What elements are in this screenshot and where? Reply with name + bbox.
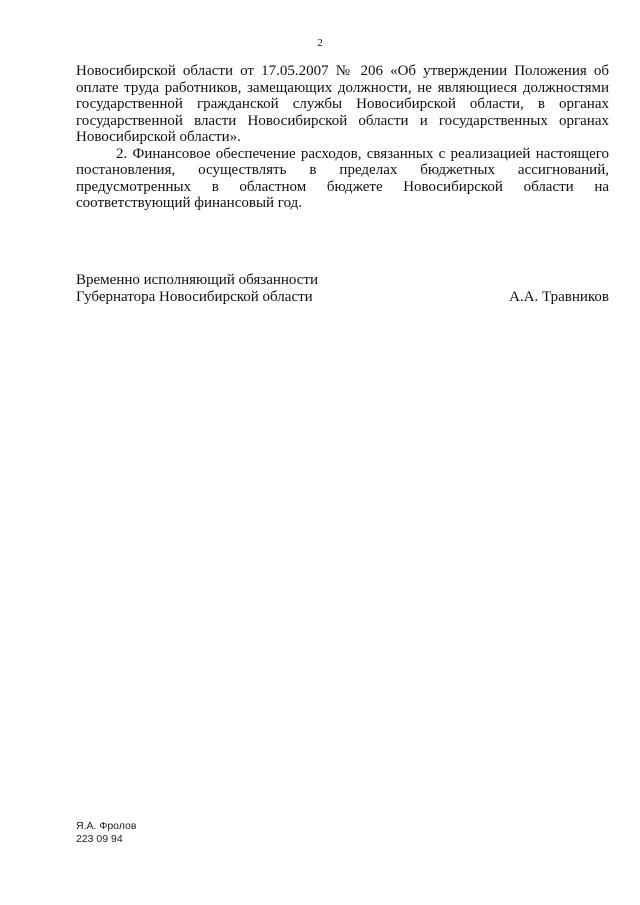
page-number: 2 — [317, 37, 323, 49]
signatory-name: А.А. Травников — [509, 289, 609, 305]
paragraph-item-2: 2. Финансовое обеспечение расходов, связанных с реализацией настоящего постановления, осуществлять в пределах бюджетных ассигнований, предусмотренных в областном бюджете Новосибирской области на соответствующий финансовый год. — [76, 145, 609, 211]
signatory-title-line-2: Губернатора Новосибирской области — [76, 289, 313, 305]
executor-phone: 223 09 94 — [76, 833, 123, 845]
document-body — [76, 63, 609, 212]
signatory-title-line-1: Временно исполняющий обязанности — [76, 272, 319, 288]
signature-line — [76, 289, 609, 306]
executor-block — [76, 820, 136, 846]
executor-name: Я.А. Фролов — [76, 820, 137, 832]
signature-block — [76, 272, 609, 306]
paragraph-continuation: Новосибирской области от 17.05.2007 № 206 «Об утверждении Положения об оплате труда работников, замещающих должности, не являющиеся должностями государственной гражданской службы Новосибирской области, в органах государственной власти Новосибирской области и государственных органах Новосибирской области». — [76, 63, 609, 145]
